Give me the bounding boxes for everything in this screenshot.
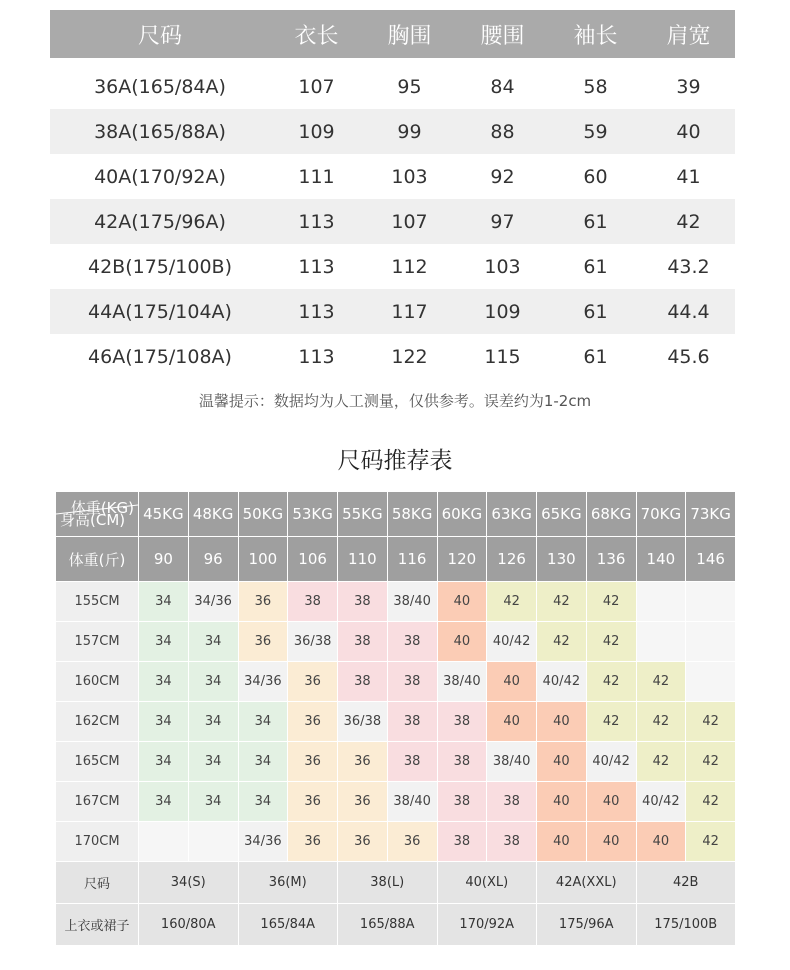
size-cell: 36	[238, 622, 288, 662]
weight-kg-header: 45KG	[139, 492, 189, 537]
measurement-cell: 99	[363, 109, 456, 154]
size-cell: 34	[238, 742, 288, 782]
size-cell	[636, 622, 686, 662]
size-cell: 36	[338, 822, 388, 862]
size-cell: 38	[487, 782, 537, 822]
measurement-row	[50, 334, 735, 379]
header-waist: 腰围	[456, 10, 549, 58]
weight-kg-header: 63KG	[487, 492, 537, 537]
size-cell: 36	[288, 662, 338, 702]
weight-kg-header: 48KG	[188, 492, 238, 537]
measurement-cell: 45.6	[667, 345, 710, 368]
size-cell: 42	[586, 702, 636, 742]
weight-jin-header: 100	[238, 537, 288, 582]
measurement-cell: 109	[270, 109, 363, 154]
size-cell: 38	[387, 662, 437, 702]
size-cell: 36	[288, 782, 338, 822]
height-label: 162CM	[56, 702, 139, 742]
size-cell: 38	[437, 742, 487, 782]
weight-jin-header: 120	[437, 537, 487, 582]
size-cell: 42	[636, 702, 686, 742]
size-cell: 42	[586, 622, 636, 662]
size-cell: 40/42	[537, 662, 587, 702]
size-cell: 38	[487, 822, 537, 862]
size-cell: 40	[586, 822, 636, 862]
size-value: 36(M)	[238, 862, 338, 904]
measurement-cell: 113	[270, 199, 363, 244]
size-cell: 36	[288, 822, 338, 862]
size-cell: 40	[487, 702, 537, 742]
height-label: 170CM	[56, 822, 139, 862]
header-sleeve: 袖长	[549, 10, 642, 58]
weight-jin-row	[56, 537, 736, 582]
size-row-label: 尺码	[56, 862, 139, 904]
size-cell: 42	[636, 662, 686, 702]
recommendation-title: 尺码推荐表	[337, 448, 453, 474]
weight-kg-header: 73KG	[686, 492, 736, 537]
height-row	[56, 742, 736, 782]
weight-kg-header: 50KG	[238, 492, 288, 537]
top-value: 170/92A	[437, 904, 537, 946]
size-cell	[686, 622, 736, 662]
size-cell: 38	[437, 822, 487, 862]
measurement-cell: 107	[363, 199, 456, 244]
measurement-cell: 40A(170/92A)	[94, 165, 226, 188]
size-cell: 34	[188, 662, 238, 702]
corner-cell	[56, 492, 139, 537]
measurement-cell: 107	[298, 75, 335, 98]
size-cell: 40	[537, 702, 587, 742]
size-cell: 38	[437, 782, 487, 822]
size-cell: 38	[437, 702, 487, 742]
size-cell: 40	[636, 822, 686, 862]
size-cell: 36	[387, 822, 437, 862]
measurement-cell: 39	[676, 75, 701, 98]
measurement-row	[50, 244, 735, 289]
measurement-row	[50, 64, 735, 109]
weight-jin-header: 140	[636, 537, 686, 582]
measurement-cell: 60	[583, 165, 608, 188]
size-cell: 42	[686, 702, 736, 742]
size-cell	[139, 822, 189, 862]
size-cell: 40	[437, 622, 487, 662]
measurement-row	[50, 109, 735, 154]
measurement-cell: 41	[676, 165, 701, 188]
measurement-cell: 42	[642, 199, 735, 244]
size-cell: 36	[338, 782, 388, 822]
measurement-note: 温馨提示：数据均为人工测量，仅供参考。误差约为1-2cm	[198, 392, 592, 410]
size-cell: 38	[387, 622, 437, 662]
measurement-cell: 40	[642, 109, 735, 154]
size-cell: 38	[387, 742, 437, 782]
measurement-cell: 44.4	[642, 289, 735, 334]
measurement-cell: 61	[549, 199, 642, 244]
size-cell	[636, 582, 686, 622]
size-cell: 34	[188, 782, 238, 822]
size-cell: 38/40	[387, 582, 437, 622]
size-cell: 38	[288, 582, 338, 622]
header-shoulder: 肩宽	[642, 10, 735, 58]
size-value: 40(XL)	[437, 862, 537, 904]
weight-jin-header: 136	[586, 537, 636, 582]
measurement-row	[50, 289, 735, 334]
measurement-cell: 88	[456, 109, 549, 154]
corner-weight-label: 体重(KG)	[70, 499, 134, 517]
weight-kg-header: 53KG	[288, 492, 338, 537]
height-label: 167CM	[56, 782, 139, 822]
top-value: 175/100B	[636, 904, 736, 946]
size-cell: 34	[188, 742, 238, 782]
weight-jin-header: 146	[686, 537, 736, 582]
size-cell: 40	[437, 582, 487, 622]
weight-kg-header: 68KG	[586, 492, 636, 537]
weight-jin-header: 116	[387, 537, 437, 582]
size-cell: 40	[537, 822, 587, 862]
size-cell: 40/42	[636, 782, 686, 822]
measurement-cell: 95	[397, 75, 422, 98]
size-cell	[686, 582, 736, 622]
size-cell: 34/36	[238, 662, 288, 702]
size-cell: 42	[686, 822, 736, 862]
size-cell: 38/40	[387, 782, 437, 822]
measurement-cell: 111	[298, 165, 335, 188]
measurement-cell: 58	[583, 75, 608, 98]
size-cell: 34	[139, 582, 189, 622]
recommendation-table	[55, 491, 736, 946]
top-value: 160/80A	[139, 904, 239, 946]
size-cell: 36/38	[288, 622, 338, 662]
measurement-cell: 61	[549, 289, 642, 334]
size-cell: 42	[537, 582, 587, 622]
height-row	[56, 662, 736, 702]
weight-kg-row	[56, 492, 736, 537]
size-cell: 40	[487, 662, 537, 702]
size-cell: 40/42	[487, 622, 537, 662]
height-row	[56, 582, 736, 622]
size-cell: 42	[636, 742, 686, 782]
measurement-cell: 42B(175/100B)	[87, 255, 232, 278]
measurement-cell: 61	[583, 345, 608, 368]
weight-jin-header: 110	[338, 537, 388, 582]
size-cell: 34	[188, 702, 238, 742]
height-label: 155CM	[56, 582, 139, 622]
weight-kg-header: 60KG	[437, 492, 487, 537]
size-cell: 34	[238, 702, 288, 742]
size-cell: 38/40	[487, 742, 537, 782]
measurement-cell: 97	[456, 199, 549, 244]
measurement-row	[50, 154, 735, 199]
size-cell: 34/36	[238, 822, 288, 862]
height-label: 165CM	[56, 742, 139, 782]
height-label: 160CM	[56, 662, 139, 702]
size-cell: 38	[338, 662, 388, 702]
measurement-cell: 122	[391, 345, 428, 368]
size-cell: 34	[139, 702, 189, 742]
top-value: 165/88A	[338, 904, 438, 946]
measurement-cell: 109	[456, 289, 549, 334]
header-size: 尺码	[50, 10, 270, 58]
measurement-cell: 44A(175/104A)	[50, 289, 270, 334]
measurement-cell: 113	[270, 289, 363, 334]
size-cell: 38	[387, 702, 437, 742]
measurement-body	[50, 64, 735, 379]
height-row	[56, 622, 736, 662]
measurement-row	[50, 199, 735, 244]
top-value: 165/84A	[238, 904, 338, 946]
size-cell: 34	[188, 622, 238, 662]
weight-jin-header: 126	[487, 537, 537, 582]
size-cell: 40/42	[586, 742, 636, 782]
size-value: 42A(XXL)	[537, 862, 637, 904]
size-cell: 42	[487, 582, 537, 622]
measurement-cell: 117	[363, 289, 456, 334]
size-cell: 34	[139, 622, 189, 662]
measurement-cell: 43.2	[667, 255, 710, 278]
measurement-header-row	[50, 10, 735, 58]
height-row	[56, 702, 736, 742]
size-cell: 42	[686, 782, 736, 822]
size-row	[56, 862, 736, 904]
measurement-cell: 38A(165/88A)	[50, 109, 270, 154]
weight-jin-header: 106	[288, 537, 338, 582]
size-value: 34(S)	[139, 862, 239, 904]
weight-kg-header: 55KG	[338, 492, 388, 537]
header-length: 衣长	[270, 10, 363, 58]
measurement-table	[50, 10, 735, 379]
height-row	[56, 782, 736, 822]
size-cell: 42	[586, 662, 636, 702]
measurement-cell: 84	[490, 75, 515, 98]
measurement-cell: 61	[583, 255, 608, 278]
size-cell: 38/40	[437, 662, 487, 702]
size-cell: 40	[537, 742, 587, 782]
measurement-cell: 113	[298, 255, 335, 278]
height-label: 157CM	[56, 622, 139, 662]
size-value: 38(L)	[338, 862, 438, 904]
weight-kg-header: 70KG	[636, 492, 686, 537]
top-value: 175/96A	[537, 904, 637, 946]
weight-kg-header: 58KG	[387, 492, 437, 537]
weight-jin-header: 130	[537, 537, 587, 582]
size-cell: 40	[537, 782, 587, 822]
header-chest: 胸围	[363, 10, 456, 58]
jin-label: 体重(斤)	[56, 537, 139, 582]
measurement-cell: 59	[549, 109, 642, 154]
size-cell	[188, 822, 238, 862]
corner-height-label: 身高(CM)	[60, 511, 126, 529]
size-cell: 42	[686, 742, 736, 782]
size-cell: 38	[338, 582, 388, 622]
measurement-cell: 42A(175/96A)	[50, 199, 270, 244]
size-cell: 34/36	[188, 582, 238, 622]
recommendation-body	[56, 582, 736, 862]
weight-jin-header: 90	[139, 537, 189, 582]
size-cell: 36	[288, 742, 338, 782]
top-row-label: 上衣或裙子	[56, 904, 139, 946]
measurement-cell: 36A(165/84A)	[94, 75, 226, 98]
size-cell: 36	[288, 702, 338, 742]
weight-kg-header: 65KG	[537, 492, 587, 537]
size-cell: 36	[338, 742, 388, 782]
measurement-cell: 113	[298, 345, 335, 368]
measurement-cell: 46A(175/108A)	[88, 345, 232, 368]
size-cell: 34	[139, 662, 189, 702]
size-value: 42B	[636, 862, 736, 904]
size-cell: 36	[238, 582, 288, 622]
size-cell: 34	[139, 782, 189, 822]
measurement-cell: 103	[484, 255, 521, 278]
measurement-cell: 112	[391, 255, 428, 278]
size-cell: 40	[586, 782, 636, 822]
top-row	[56, 904, 736, 946]
size-cell: 34	[139, 742, 189, 782]
size-cell: 34	[238, 782, 288, 822]
size-cell: 42	[537, 622, 587, 662]
measurement-cell: 115	[484, 345, 521, 368]
measurement-cell: 92	[490, 165, 515, 188]
height-row	[56, 822, 736, 862]
size-cell: 36/38	[338, 702, 388, 742]
measurement-cell: 103	[391, 165, 428, 188]
size-cell	[686, 662, 736, 702]
size-cell: 42	[586, 582, 636, 622]
weight-jin-header: 96	[188, 537, 238, 582]
size-cell: 38	[338, 622, 388, 662]
